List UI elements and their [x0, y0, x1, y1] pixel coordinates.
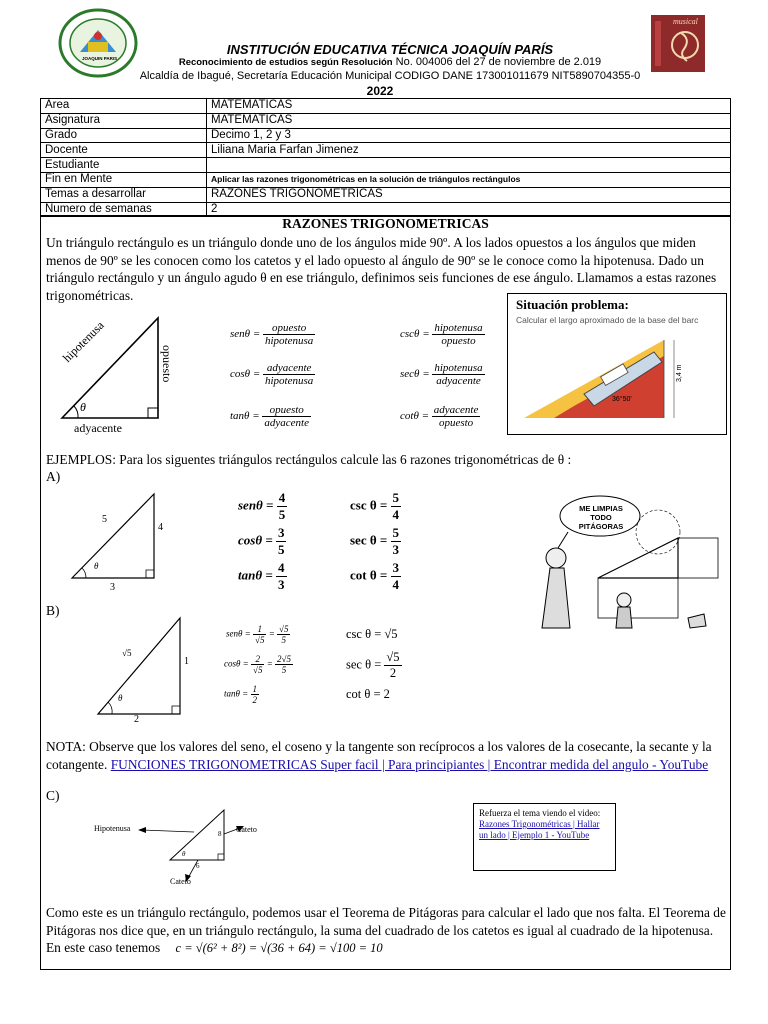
- refuerza-video-link[interactable]: Razones Trigonométricas | Hallar un lado | Ejemplo 1 - YouTube: [479, 819, 600, 840]
- recognition-line: [120, 56, 660, 68]
- ship-ramp-illustration: [514, 326, 722, 432]
- row-key: Numero de semanas: [41, 202, 207, 217]
- note-text: NOTA: Observe que los valores del seno, el coseno y la tangente son recíprocos a los valores de la cosecante, la secante y la cotangente.: [46, 739, 712, 772]
- example-a-adj: 3: [110, 582, 115, 593]
- examples-intro: EJEMPLOS: Para los siguentes triángulos rectángulos calcule las 6 razones trigonométricas de θ :: [46, 452, 572, 467]
- def-sec: secθ = $\frac{\text{hipotenusa}}{\text{adyacente}}$: [400, 362, 483, 387]
- table-row: [41, 99, 731, 114]
- situation-height-label: 3,4 m: [676, 364, 683, 382]
- alcaldia-line: Alcaldía de Ibagué, Secretaría Educación Municipal CODIGO DANE 173001011679 NIT5890704355-0: [139, 70, 641, 82]
- music-logo-text: musical: [673, 17, 698, 26]
- example-a-label: A): [46, 469, 61, 484]
- ex-b-sen: senθ = $\frac{1}{√5}$ = $\frac{√5}{5}$: [226, 624, 289, 645]
- pythagoras-text: Como este es un triángulo rectángulo, podemos usar el Teorema de Pitágoras para calcular el lado que nos falta. El Teorema de Pitágoras nos dice que, en un triángulo rectángulo, la suma del cuadrado de los catetos es igual al cuadrado de la hipotenusa. En este caso tenemos: [46, 905, 726, 955]
- ex-b-cos: cosθ = $\frac{2}{√5}$ = $\frac{2√5}{5}$: [224, 654, 291, 675]
- row-value: Aplicar las razones trigonométricas en la solución de triángulos rectángulos: [207, 172, 731, 187]
- def-csc: cscθ = $\frac{\text{hipotenusa}}{\text{opuesto}}$: [400, 322, 483, 347]
- def-tan: tanθ = $\frac{\text{opuesto}}{\text{adyacente}}$: [230, 404, 309, 429]
- example-b-hyp: √5: [122, 648, 132, 658]
- refuerza-text: Refuerza el tema viendo el video:: [479, 808, 601, 818]
- row-key: Area: [41, 99, 207, 114]
- table-row: [41, 128, 731, 143]
- row-value: Liliana Maria Farfan Jimenez: [207, 143, 731, 158]
- recognition-bold: Reconocimiento de estudios según Resolución: [178, 57, 393, 68]
- ex-a-csc: csc θ = $\frac{5}{4}$: [350, 490, 400, 522]
- table-row: [41, 158, 731, 173]
- section-title: RAZONES TRIGONOMETRICAS: [282, 216, 489, 231]
- row-value[interactable]: [207, 158, 731, 173]
- row-value: Decimo 1, 2 y 3: [207, 128, 731, 143]
- situation-title: Situación problema:: [516, 297, 629, 312]
- example-a-hyp: 5: [102, 514, 107, 525]
- note-paragraph: [46, 738, 730, 773]
- situation-problem-box: [507, 293, 727, 435]
- def-cot: cotθ = $\frac{\text{adyacente}}{\text{opuesto}}$: [400, 404, 479, 429]
- note-video-link[interactable]: FUNCIONES TRIGONOMETRICAS Super facil | Para principiantes | Encontrar medida del angulo - YouTube: [110, 756, 709, 772]
- ex-b-tan: tanθ = $\frac{1}{2}$: [224, 684, 257, 705]
- ex-a-sen: senθ = $\frac{4}{5}$: [238, 490, 286, 522]
- situation-angle-label: 36°50': [612, 396, 632, 403]
- generic-triangle-diagram: [44, 312, 204, 437]
- row-value: MATEMATICAS: [207, 113, 731, 128]
- ex-b-sec: sec θ = $\frac{√5}{2}$: [346, 650, 400, 680]
- example-c-triangle: [90, 806, 280, 886]
- school-logo-text: JOAQUIN PARIS: [82, 56, 118, 61]
- cartoon-speech-text: ME LIMPIAS TODO PITÁGORAS: [578, 504, 624, 531]
- example-c-hyp-label: Hipotenusa: [94, 824, 131, 833]
- triangle-label-opp: opuesto: [160, 345, 174, 383]
- example-c-side8: 8: [218, 830, 222, 838]
- ex-a-sec: sec θ = $\frac{5}{3}$: [350, 525, 400, 557]
- example-b-adj: 2: [134, 714, 139, 725]
- example-c-side6: 6: [196, 862, 200, 870]
- pythagoras-formula: c = √(6² + 8²) = √(36 + 64) = √100 = 10: [175, 941, 383, 955]
- ex-a-cot: cot θ = $\frac{3}{4}$: [350, 560, 400, 592]
- row-key: Estudiante: [41, 158, 207, 173]
- triangle-label-adj: adyacente: [74, 421, 122, 435]
- ex-a-cos: cosθ = $\frac{3}{5}$: [238, 525, 285, 557]
- example-b-opp: 1: [184, 656, 189, 667]
- year: 2022: [366, 84, 394, 98]
- triangle-label-hyp: hipotenusa: [60, 318, 107, 365]
- table-row: [41, 113, 731, 128]
- refuerza-box: [473, 803, 616, 871]
- triangle-label-theta: θ: [80, 400, 86, 414]
- ex-b-cot: cot θ = 2: [346, 687, 390, 701]
- example-b-label: B): [46, 603, 60, 618]
- row-key: Grado: [41, 128, 207, 143]
- recognition-rest: No. 004006 del 27 de noviembre de 2.019: [392, 56, 602, 68]
- example-a-triangle: [68, 488, 168, 583]
- def-sen: senθ = $\frac{\text{opuesto}}{\text{hipotenusa}}$: [230, 322, 314, 347]
- row-key: Fin en Mente: [41, 172, 207, 187]
- row-value: 2: [207, 202, 731, 217]
- info-table: [40, 98, 731, 217]
- example-a-opp: 4: [158, 522, 163, 533]
- situation-caption: Calcular el largo aproximado de la base del barc: [516, 315, 699, 325]
- ex-b-csc: csc θ = √5: [346, 627, 398, 641]
- row-key: Asignatura: [41, 113, 207, 128]
- def-cos: cosθ = $\frac{\text{adyacente}}{\text{hipotenusa}}$: [230, 362, 314, 387]
- institution-name: INSTITUCIÓN EDUCATIVA TÉCNICA JOAQUÍN PARÍS: [226, 42, 554, 57]
- example-b-triangle: [94, 614, 194, 724]
- pythagoras-paragraph: [46, 904, 730, 958]
- example-c-cat2-label: Cateto: [170, 877, 191, 886]
- row-key: Temas a desarrollar: [41, 187, 207, 202]
- example-c-theta: θ: [182, 850, 186, 858]
- table-row: [41, 143, 731, 158]
- table-row: [41, 172, 731, 187]
- example-b-theta: θ: [118, 693, 123, 703]
- row-key: Docente: [41, 143, 207, 158]
- table-row: [41, 187, 731, 202]
- intro-paragraph: Un triángulo rectángulo es un triángulo donde uno de los ángulos mide 90º. A los lados opuestos a los ángulos que miden menos de 90º se les conocen como los catetos y el lado opuesto al ángulo de 90º se le conoce como la hipotenusa. Dado un triángulo rectángulo y un ángulo agudo θ en ese triángulo, definimos seis funciones de ese ángulo. Llamamos a estas razones trigonométricas.: [46, 235, 717, 303]
- ex-a-tan: tanθ = $\frac{4}{3}$: [238, 560, 285, 592]
- example-c-cat1-label: Cateto: [236, 825, 257, 834]
- example-c-label: C): [46, 788, 60, 803]
- example-a-theta: θ: [94, 561, 99, 571]
- row-value: RAZONES TRIGONOMETRICAS: [207, 187, 731, 202]
- row-value: MATEMATICAS: [207, 99, 731, 114]
